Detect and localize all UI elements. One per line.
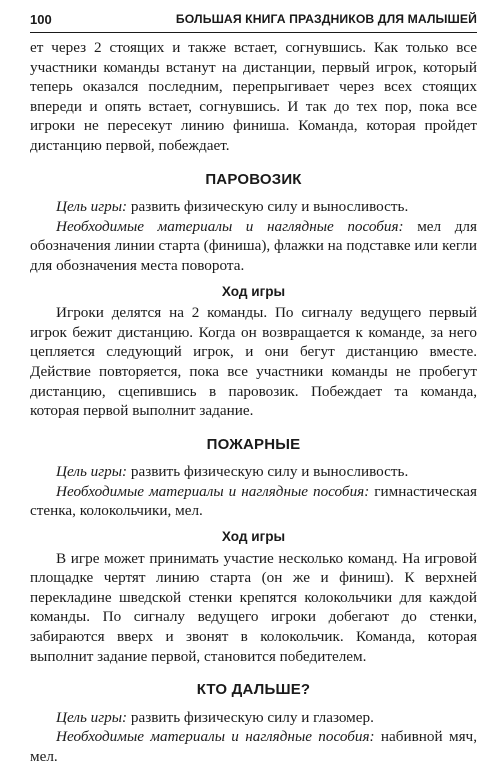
goal-text: развить физическую силу и выносливость. (127, 463, 409, 481)
course-paragraph: Игроки делятся на 2 команды. По сигналу ведущего первый игрок бежит дистанцию. Когда он возвращается к команде, за него цепляется следующий игрок, и они бегут дистанцию вместе. Действие повторяется, пока все участники команды не пробегут дистанцию, сцепившись в паровозик. Побеждает та команда, которая первой выполнит задание. (30, 304, 477, 420)
materials-paragraph (30, 727, 477, 766)
materials-label: Необходимые материалы и наглядные пособия: (56, 728, 375, 746)
materials-text: набивной мяч, мел. (30, 728, 477, 765)
goal-label: Цель игры: (56, 463, 128, 481)
goal-text: развить физическую силу и выносливость. (127, 198, 409, 216)
running-title: БОЛЬШАЯ КНИГА ПРАЗДНИКОВ ДЛЯ МАЛЫШЕЙ (175, 12, 477, 27)
section-title-pozharnye: ПОЖАРНЫЕ (206, 435, 301, 453)
section-title-kto-dalshe: КТО ДАЛЬШЕ? (196, 681, 311, 699)
goal-paragraph (30, 197, 477, 217)
page-number: 100 (30, 12, 52, 28)
goal-paragraph (30, 708, 477, 728)
course-heading: Ход игры (221, 529, 286, 545)
goal-label: Цель игры: (56, 708, 128, 726)
materials-paragraph (30, 482, 477, 521)
goal-label: Цель игры: (56, 198, 128, 216)
intro-paragraph: ет через 2 стоящих и также встает, согнувшись. Как только все участники команды встанут на дистанции, первый игрок, который теперь оказался последним, перепрыгивает через всех стоящих впереди и опять встает, согнувшись. И так до тех пор, пока все игроки не пересекут линию финиша. Команда, которая пройдет дистанцию первой, побеждает. (30, 39, 477, 154)
materials-label: Необходимые материалы и наглядные пособия: (56, 217, 404, 235)
page-header (30, 12, 477, 33)
materials-label: Необходимые материалы и наглядные пособия: (56, 482, 370, 500)
materials-text: гимнастическая стенка, колокольчики, мел. (30, 482, 478, 520)
materials-text: мел для обозначения линии старта (финиша), флажки на подставке или кегли для обозначения места поворота. (30, 217, 477, 274)
goal-paragraph (30, 462, 477, 482)
materials-paragraph (30, 217, 477, 276)
course-heading: Ход игры (221, 283, 286, 299)
goal-text: развить физическую силу и глазомер. (127, 708, 374, 726)
course-paragraph: В игре может принимать участие несколько команд. На игровой площадке чертят линию старта (он же и финиш). К верхней перекладине шведской стенки крепятся колокольчики для каждой команды. По сигналу ведущего игроки добегают до стенки, забираются вверх и звонят в колокольчик. Команда, которая выполнит задание первой, становится победителем. (30, 549, 477, 665)
page-content (30, 38, 477, 767)
section-title-parovozik: ПАРОВОЗИК (205, 170, 302, 188)
